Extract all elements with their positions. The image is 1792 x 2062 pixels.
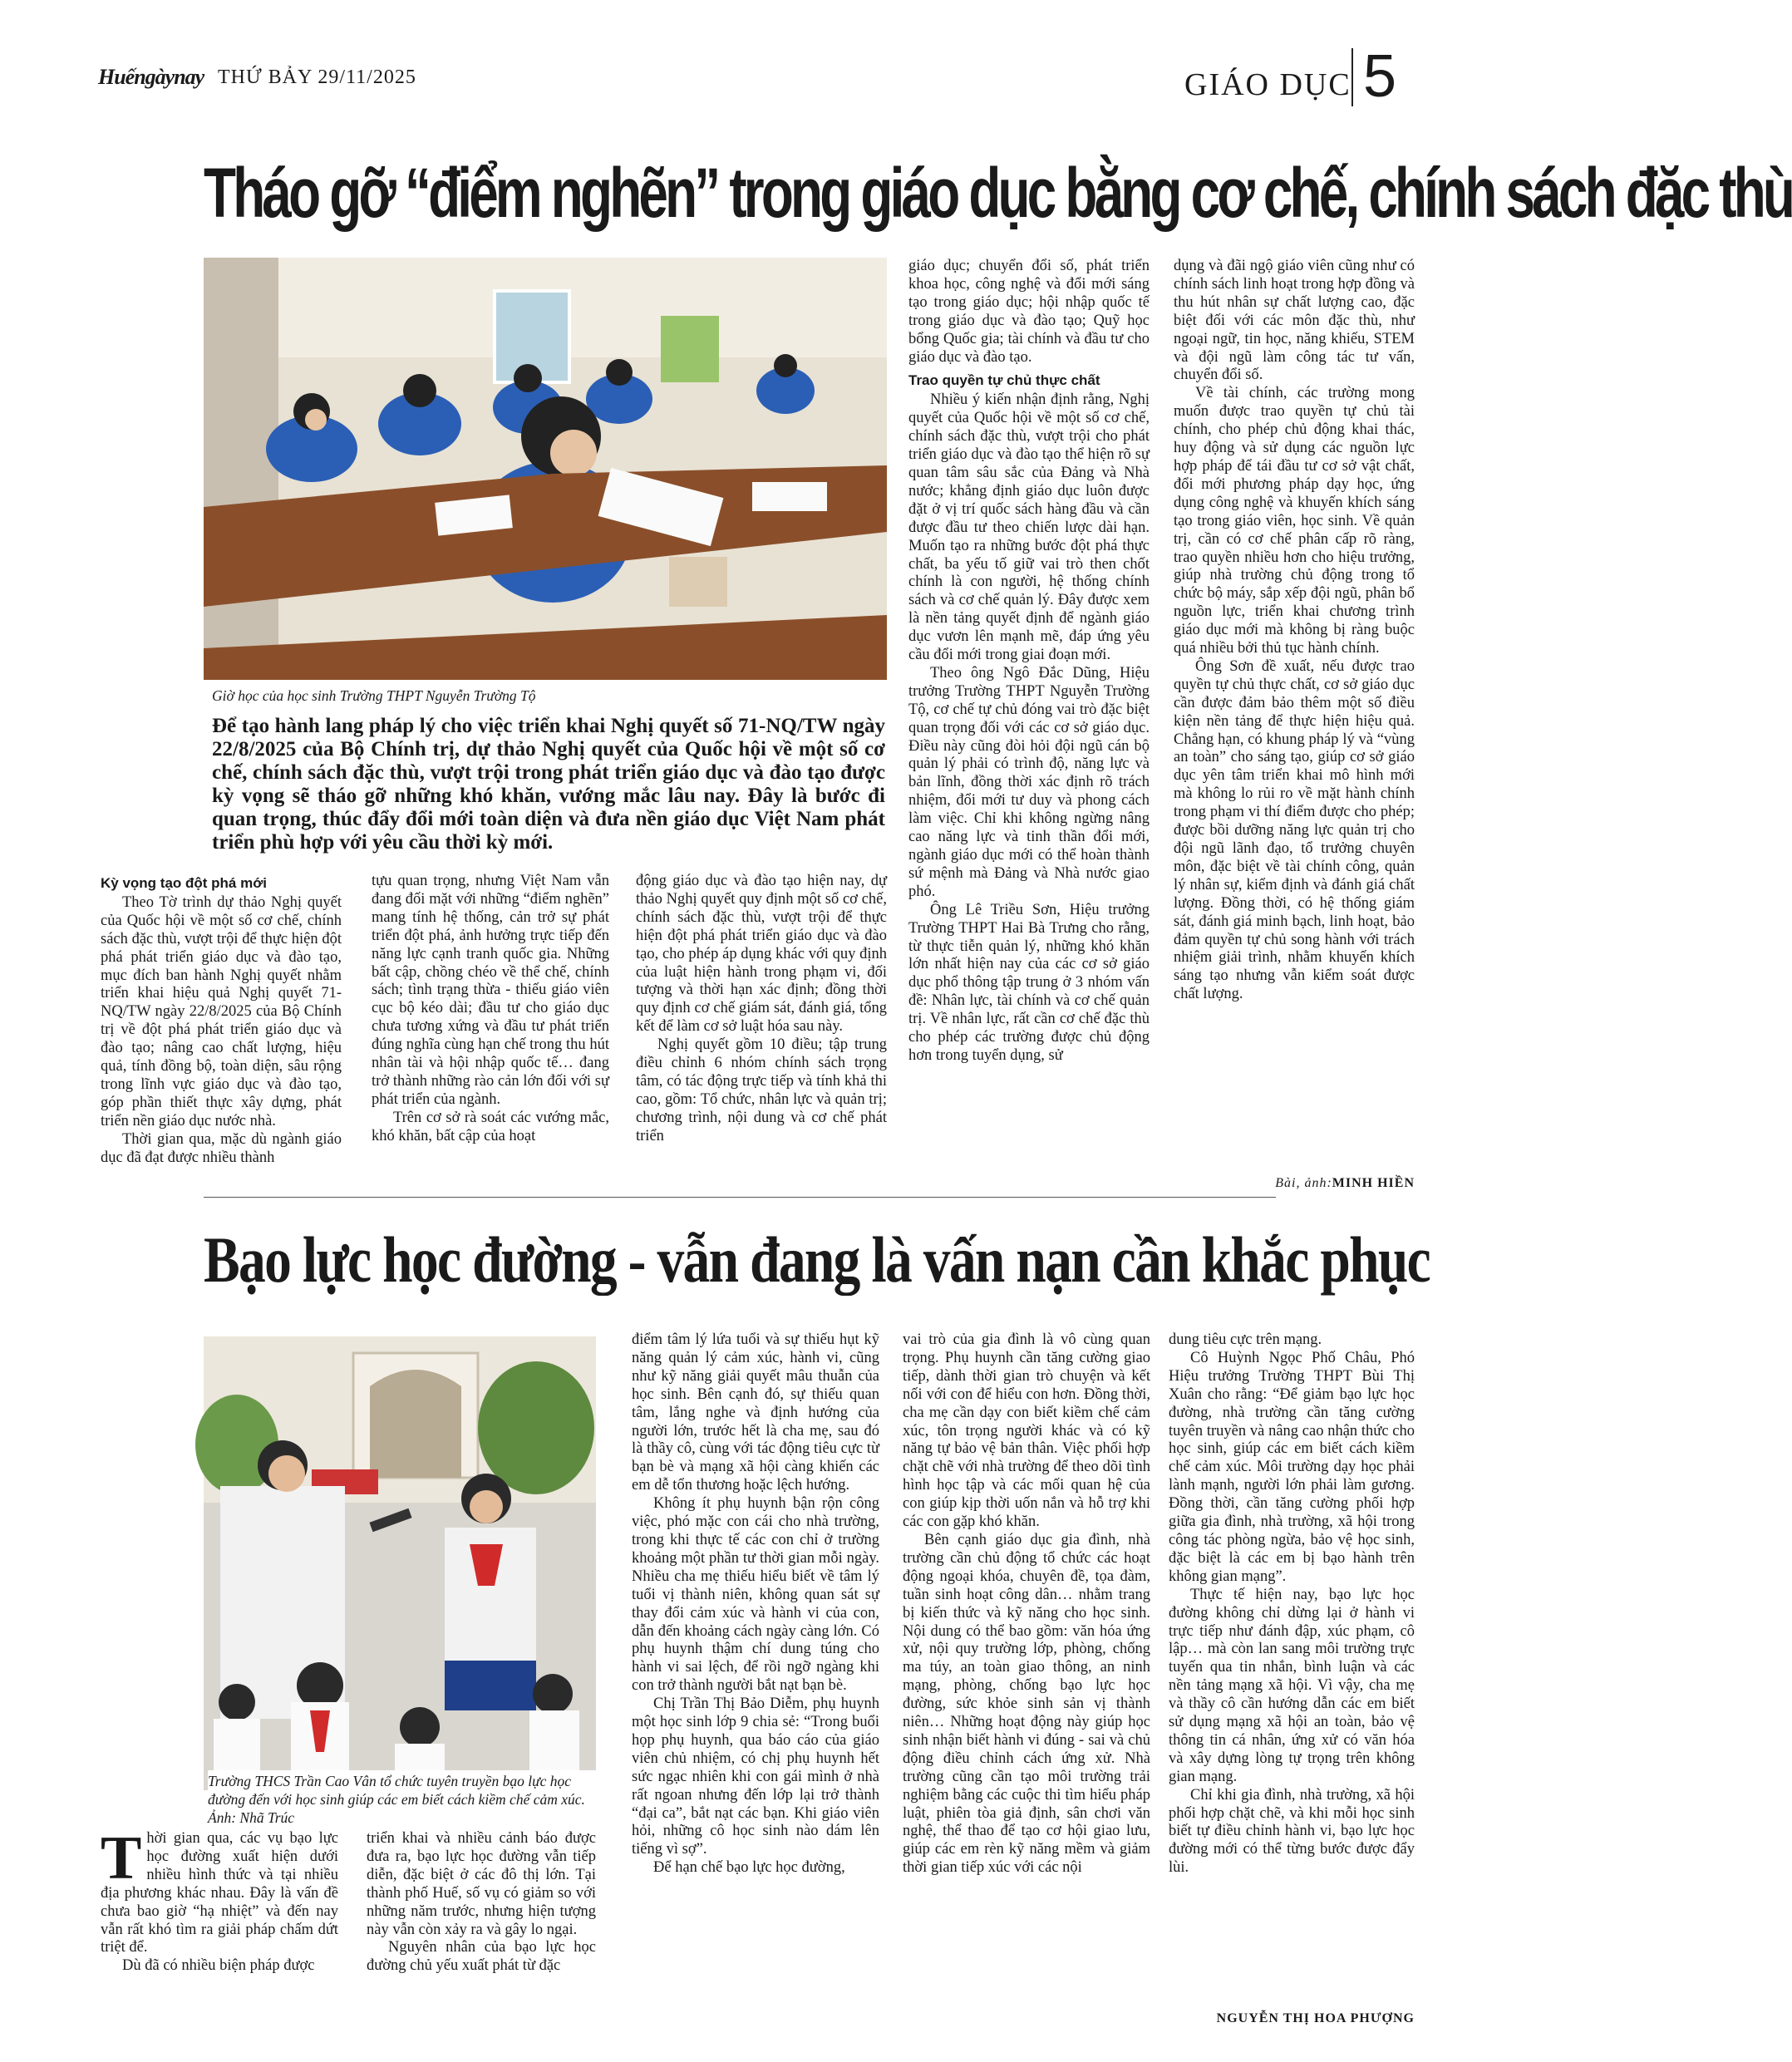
article1-column-3 [636,873,887,1188]
paragraph: Ông Lê Triều Sơn, Hiệu trưởng Trường THPT Hai Bà Trưng cho rằng, từ thực tiễn quản lý, những khó khăn lớn nhất hiện nay của các cơ sở giáo dục phổ thông tập trung ở 3 nhóm vấn đề: Nhân lực, tài chính và cơ chế quản trị. Về nhân lực, rất cần cơ chế đặc thù cho phép các trường được chủ động hơn trong tuyển dụng, sử [908,901,1150,1064]
issue-date: THỨ BẢY 29/11/2025 [218,66,416,88]
article2-column-4 [903,1331,1150,2038]
article1-photo [204,258,887,680]
paragraph: Dù đã có nhiều biện pháp được [122,1957,315,1975]
paragraph: Thực tế hiện nay, bạo lực học đường không chỉ dừng lại ở hành vi trực tiếp như đánh đập, xúc phạm, cô lập… mà còn lan sang môi trường trực tuyến qua tin nhắn, bình luận và các nền tảng mạng xã hội. Vì vậy, cha mẹ và thầy cô cần hướng dẫn các em biết sử dụng mạng xã hội an toàn, bảo vệ thông tin cá nhân, ứng xử có văn hóa và xây dựng lòng tự trọng trên không gian mạng. [1169,1586,1415,1785]
section-label: GIÁO DỤC [1184,67,1351,102]
paragraph: triển khai và nhiều cảnh báo được đưa ra, bạo lực học đường vẫn tiếp diễn, đặc biệt ở các đô thị lớn. Tại thành phố Huế, số vụ có giảm so với những năm trước, nhưng hiện tượng này vẫn còn xảy ra và gây lo ngại. [367,1830,596,1938]
paragraph: Bên cạnh giáo dục gia đình, nhà trường cần chủ động tổ chức các hoạt động ngoại khóa, chuyên đề, tọa đàm, tuần sinh hoạt công dân… nhằm trang bị kiến thức và kỹ năng cho học sinh. Nội dung có thể bao gồm: văn hóa ứng xử, nội quy trường lớp, phòng, chống ma túy, an toàn giao thông, an ninh mạng, phòng, chống bạo lực học đường, sức khỏe sinh sản vị thành niên… Những hoạt động này giúp học sinh nhận biết hành vi đúng - sai và chủ động điều chỉnh cách ứng xử. Nhà trường cũng cần tạo môi trường trải nghiệm bằng các cuộc thi tìm hiểu pháp luật, phiên tòa giả định, sân chơi văn nghệ, thể thao để tạo cơ hội giao lưu, giúp các em rèn kỹ năng mềm và giảm thời gian tiếp xúc với các nội [903,1531,1150,1877]
drop-cap: T [101,1824,142,1892]
school-event-photo-illustration [204,1336,596,1790]
paragraph: điểm tâm lý lứa tuổi và sự thiếu hụt kỹ năng quản lý cảm xúc, hành vi, cũng như kỹ năng giải quyết mâu thuẫn của học sinh. Bên cạnh đó, sự thiếu quan tâm, lắng nghe và định hướng của người lớn, trước hết là cha mẹ, sau đó là thầy cô, cùng với tác động tiêu cực từ bạn bè và mạng xã hội càng khiến các em dễ tổn thương hoặc lệch hướng. [632,1331,879,1494]
paragraph: Không ít phụ huynh bận rộn công việc, phó mặc con cái cho nhà trường, trong khi thực tế các con chỉ ở trường khoảng một phần tư thời gian mỗi ngày. Nhiều cha mẹ thiếu hiểu biết về tâm lý tuổi vị thành niên, không quan sát sự thay đổi cảm xúc và hành vi của con, dẫn đến khoảng cách ngày càng lớn. Có phụ huynh thậm chí dung túng cho hành vi sai lệch, để rồi ngỡ ngàng khi con trở thành người bắt nạt bạn bè. [632,1495,879,1695]
paragraph: Trên cơ sở rà soát các vướng mắc, khó khăn, bất cập của hoạt [372,1109,609,1144]
page-number: 5 [1363,43,1397,110]
article1-column-1 [101,873,342,1188]
article2-column-3 [632,1331,879,2038]
section-divider [1351,48,1353,106]
article2-headline: Bạo lực học đường - vẫn đang là vấn nạn cần khắc phục [204,1223,1430,1296]
paragraph [101,1824,338,1957]
paragraph: Thời gian qua, mặc dù ngành giáo dục đã đạt được nhiều thành [101,1130,342,1166]
article1-column-2 [372,873,609,1188]
paragraph: giáo dục; chuyển đổi số, phát triển khoa học, công nghệ và đổi mới sáng tạo trong giáo dục; hội nhập quốc tế trong giáo dục và đào tạo; Quỹ học bổng Quốc gia; tài chính và đầu tư cho giáo dục và đào tạo. [908,258,1150,366]
paragraph: Để hạn chế bạo lực học đường, [653,1859,845,1877]
article1-lead: Để tạo hành lang pháp lý cho việc triển khai Nghị quyết số 71-NQ/TW ngày 22/8/2025 của Bộ Chính trị, dự thảo Nghị quyết của Quốc hội về một số cơ chế, chính sách đặc thù, vượt trội trong phát triển giáo dục và đào tạo được kỳ vọng sẽ tháo gỡ những khó khăn, vướng mắc lâu nay. Đây là bước đi quan trọng, thúc đẩy đổi mới toàn diện và đưa nền giáo dục Việt Nam phát triển phù hợp với yêu cầu thời kỳ mới. [212,715,885,854]
article1-column-5 [1174,258,1415,1172]
paragraph: vai trò của gia đình là vô cùng quan trọng. Phụ huynh cần tăng cường giao tiếp, dành thời gian trò chuyện và kết nối với con để hiểu con hơn. Đồng thời, cha mẹ cần dạy con biết kiềm chế cảm xúc, tôn trọng người khác và có kỹ năng tự bảo vệ bản thân. Việc phối hợp chặt chẽ với nhà trường để theo dõi tình hình học tập và các mối quan hệ của con giúp kịp thời uốn nắn và hỗ trợ khi các con gặp khó khăn. [903,1331,1150,1531]
article1-byline [1174,1176,1415,1191]
article2-photo [204,1336,596,1790]
paragraph: Nghị quyết gồm 10 điều; tập trung điều chỉnh 6 nhóm chính sách trọng tâm, có tác động trực tiếp và tính khả thi cao, gồm: Tổ chức, nhân lực và quản trị; chương trình, nội dung và cơ chế phát triển [636,1036,887,1144]
article1-subheading-1: Kỳ vọng tạo đột phá mới [101,875,268,891]
classroom-photo-illustration [204,258,887,680]
paragraph: Chị Trần Thị Bảo Diễm, phụ huynh một học sinh lớp 9 chia sẻ: “Trong buổi họp phụ huynh, qua báo cáo của giáo viên chủ nhiệm, có chị phụ huynh hết sức ngạc nhiên khi con gái mình ở nhà rất ngoan nhưng đến lớp lại trở thành “đại ca”, bắt nạt các bạn. Khi giáo viên hỏi, những cô học sinh nào dám lên tiếng vì sợ”. [632,1695,879,1858]
paragraph: Về tài chính, các trường mong muốn được trao quyền tự chủ tài chính, cho phép chủ động khai thác, huy động và sử dụng các nguồn lực hợp pháp để tái đầu tư cơ sở vật chất, đổi mới phương pháp dạy học, ứng dụng công nghệ và khuyến khích sáng tạo trong giáo viên, học sinh. Về quản trị, cần có cơ chế phân cấp rõ ràng, trao quyền nhiều hơn cho hiệu trưởng, giúp nhà trường chủ động trong tổ chức bộ máy, sắp xếp đội ngũ, phân bổ nguồn lực, triển khai chương trình giáo dục mới mà không bị ràng buộc quá nhiều bởi thủ tục hành chính. [1174,385,1415,657]
opening-text: hời gian qua, các vụ bạo lực học đường xuất hiện dưới nhiều hình thức và tại nhiều địa phương khác nhau. Đây là vấn đề chưa bao giờ “hạ nhiệt” và đến nay vẫn rất khó tìm ra giải pháp chấm dứt triệt để. [101,1830,338,1956]
paragraph: Nhiều ý kiến nhận định rằng, Nghị quyết của Quốc hội về một số cơ chế, chính sách đặc thù, vượt trội cho phát triển giáo dục và đào tạo thể hiện rõ sự quan tâm sâu sắc của Đảng và Nhà nước; khẳng định giáo dục luôn được đặt ở vị trí quốc sách hàng đầu và cần được đầu tư theo chiến lược dài hạn. Muốn tạo ra những bước đột phá thực chất, ba yếu tố giữ vai trò then chốt chính là con người, hệ thống chính sách và cơ chế quản lý. Đây được xem là nền tảng quyết định để ngành giáo dục vươn lên mạnh mẽ, đáp ứng yêu cầu đổi mới trong giai đoạn mới. [908,391,1150,664]
masthead: Huếngàynay [98,65,204,89]
paragraph: dung tiêu cực trên mạng. [1169,1331,1322,1348]
article-divider [204,1197,1276,1198]
paragraph: dụng và đãi ngộ giáo viên cũng như có chính sách linh hoạt trong hợp đồng và thu hút nhân sự chất lượng cao, đặc biệt đối với các môn đặc thù, như ngoại ngữ, tin học, năng khiếu, STEM và đội ngũ làm công tác tư vấn, chuyển đổi số. [1174,258,1415,384]
byline-name: MINH HIỀN [1332,1176,1415,1190]
article2-byline: NGUYỄN THỊ HOA PHƯỢNG [1216,2011,1415,2025]
article1-photo-caption: Giờ học của học sinh Trường THPT Nguyễn Trường Tộ [212,687,536,704]
article2-column-5 [1169,1331,1415,1996]
article1-column-4 [908,258,1150,1197]
paragraph: Ông Sơn đề xuất, nếu được trao quyền tự chủ thực chất, cơ sở giáo dục cần được đảm bảo thêm một số điều kiện nền tảng để thực hiện hiệu quả. Chẳng hạn, có khung pháp lý và “vùng an toàn” cho sáng tạo, giúp cơ sở giáo dục yên tâm triển khai mô hình mới mà không lo rủi ro về mặt hành chính trong phạm vi thí điểm được cho phép; được bồi dưỡng năng lực quản trị cho đội ngũ lãnh đạo, tổ trưởng chuyên môn, đặc biệt về tài chính công, quản lý nhân sự, kiểm định và đánh giá chất lượng. Đồng thời, có hệ thống giám sát, đánh giá minh bạch, linh hoạt, bảo đảm quyền tự chủ song hành với trách nhiệm giải trình, nhằm khuyến khích sáng tạo nhưng vẫn kiểm soát được chất lượng. [1174,657,1415,1003]
paragraph: động giáo dục và đào tạo hiện nay, dự thảo Nghị quyết quy định một số cơ chế, chính sách đặc thù, vượt trội để thực hiện đột phá phát triển giáo dục và đào tạo, cho phép áp dụng khác với quy định của luật hiện hành trong phạm vi, đối tượng và thời hạn xác định; đồng thời quy định cơ chế giám sát, đánh giá, tổng kết để làm cơ sở luật hóa sau này. [636,873,887,1036]
paragraph: Theo ông Ngô Đắc Dũng, Hiệu trưởng Trường THPT Nguyễn Trường Tộ, cơ chế tự chủ đóng vai trò đặc biệt quan trọng đối với các cơ sở giáo dục. Điều này cũng đòi hỏi đội ngũ cán bộ quản lý phải có trình độ, năng lực và bản lĩnh, đồng thời xác định rõ trách nhiệm, đổi mới tư duy và phong cách làm việc. Chỉ khi không ngừng nâng cao năng lực và tinh thần đổi mới, ngành giáo dục mới có thể hoàn thành sứ mệnh mà Đảng và Nhà nước giao phó. [908,664,1150,900]
article1-subheading-2: Trao quyền tự chủ thực chất [908,372,1100,389]
paragraph: Chỉ khi gia đình, nhà trường, xã hội phối hợp chặt chẽ, và khi mỗi học sinh biết tự điều chỉnh hành vi, bạo lực học đường mới có thể từng bước được đẩy lùi. [1169,1786,1415,1877]
article2-column-2 [367,1830,596,2038]
article2-column-1 [101,1824,338,2038]
paragraph: Nguyên nhân của bạo lực học đường chủ yếu xuất phát từ đặc [367,1939,596,1975]
paragraph: tựu quan trọng, nhưng Việt Nam vẫn đang đối mặt với những “điểm nghẽn” mang tính hệ thống, cản trở sự phát triển đột phá, ảnh hưởng trực tiếp đến năng lực cạnh tranh quốc gia. Những bất cập, chồng chéo về thể chế, chính sách; tình trạng thừa - thiếu giáo viên cục bộ kéo dài; đầu tư cho giáo dục chưa tương xứng và đầu tư phát triển đúng nghĩa cùng hạn chế trong thu hút nhân tài và hội nhập quốc tế… đang trở thành những rào cản lớn đối với sự phát triển của ngành. [372,873,609,1108]
article1-headline: Tháo gỡ “điểm nghẽn” trong giáo dục bằng cơ chế, chính sách đặc thù [204,154,1792,232]
paragraph: Cô Huỳnh Ngọc Phố Châu, Phó Hiệu trưởng Trường THPT Bùi Thị Xuân cho rằng: “Để giảm bạo lực học đường, nhà trường cần tăng cường tuyên truyền và nâng cao nhận thức cho học sinh, giúp các em biết cách kiềm chế cảm xúc. Môi trường dạy học phải lành mạnh, người lớn phải làm gương. Đồng thời, cần tăng cường phối hợp giữa gia đình, nhà trường, xã hội trong công tác phòng ngừa, bảo vệ học sinh, đặc biệt là các em bị bạo hành trên không gian mạng”. [1169,1349,1415,1585]
article2-photo-caption: Trường THCS Trần Cao Vân tổ chức tuyên truyền bạo lực học đường đến với học sinh giúp các em biết cách kiềm chế cảm xúc. Ảnh: Nhã Trúc [208,1770,598,1827]
byline-prefix: Bài, ảnh: [1275,1176,1332,1190]
paragraph: Theo Tờ trình dự thảo Nghị quyết của Quốc hội về một số cơ chế, chính sách đặc thù, vượt trội để thực hiện đột phá phát triển giáo dục và đào tạo, mục đích ban hành Nghị quyết nhằm triển khai hiệu quả Nghị quyết 71-NQ/TW ngày 22/8/2025 của Bộ Chính trị về đột phá phát triển giáo dục và đào tạo; nâng cao chất lượng, hiệu quả, tính đồng bộ, toàn diện, sâu rộng trong lĩnh vực giáo dục và đào tạo, góp phần thiết thực xây dựng, phát triển nền giáo dục nước nhà. [101,893,342,1129]
